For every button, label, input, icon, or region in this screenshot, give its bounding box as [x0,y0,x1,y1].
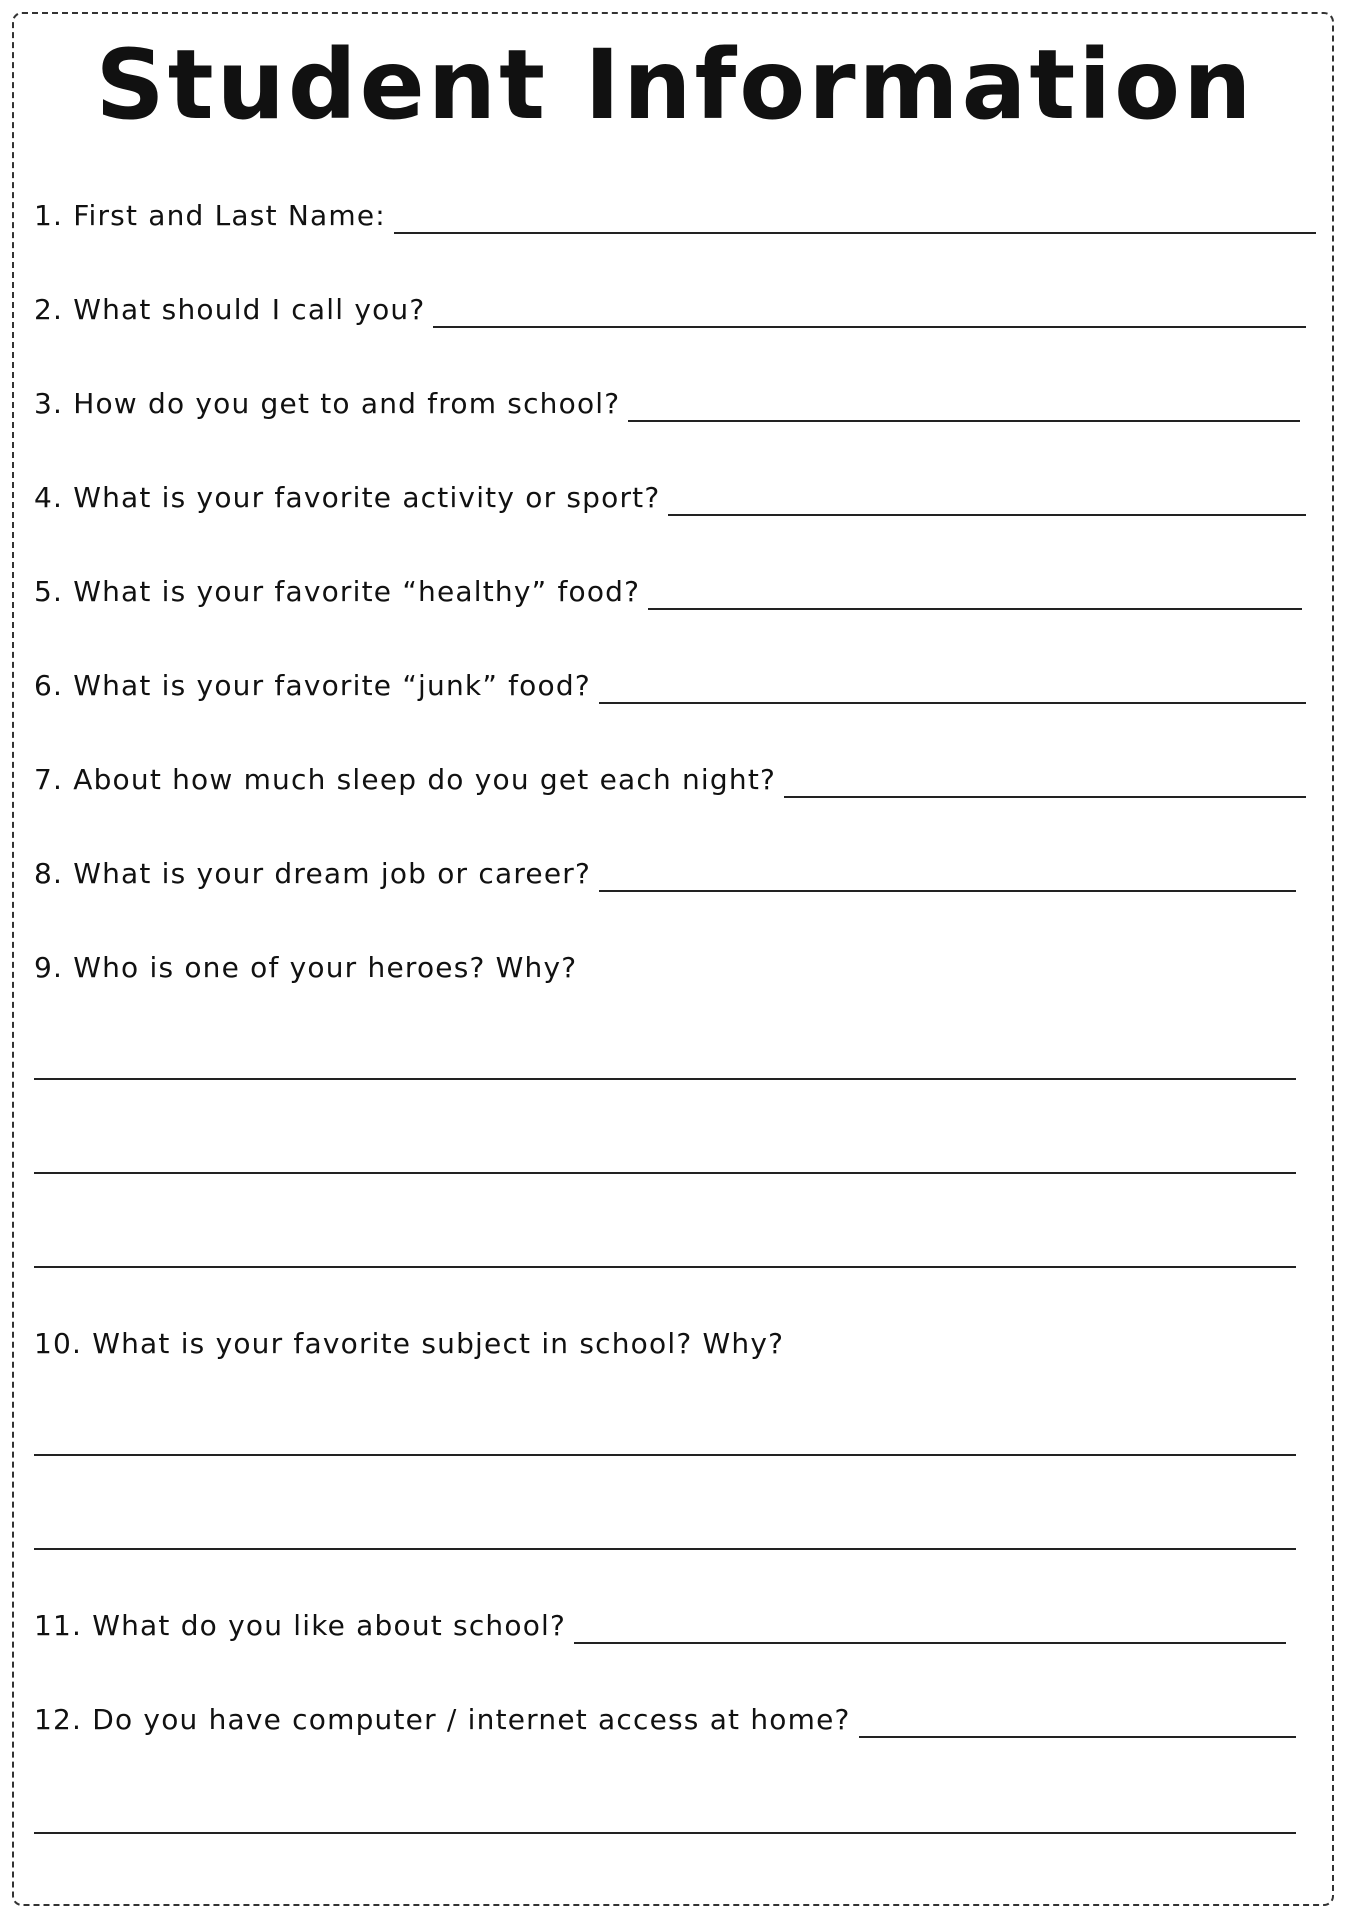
question-5-label: 5. What is your favorite “healthy” food? [34,575,641,608]
question-10 [34,1318,1296,1368]
answer-line-10a[interactable] [34,1454,1296,1456]
question-2-label: 2. What should I call you? [34,293,426,326]
question-7-label: 7. About how much sleep do you get each night? [34,763,777,796]
answer-line-1[interactable] [394,232,1316,234]
page-title: Student Information [95,29,1255,141]
answer-line-4[interactable] [668,514,1306,516]
question-8-label: 8. What is your dream job or career? [34,857,592,890]
question-6 [34,660,1306,710]
question-1-label: 1. First and Last Name: [34,199,386,232]
answer-line-8[interactable] [599,890,1296,892]
question-3-label: 3. How do you get to and from school? [34,387,621,420]
question-11 [34,1600,1286,1650]
question-4 [34,472,1306,522]
question-4-label: 4. What is your favorite activity or sport? [34,481,661,514]
answer-line-5[interactable] [648,608,1302,610]
question-8 [34,848,1296,898]
answer-line-12b[interactable] [34,1832,1296,1834]
question-6-label: 6. What is your favorite “junk” food? [34,669,591,702]
answer-line-2[interactable] [433,326,1306,328]
question-3 [34,378,1300,428]
question-5 [34,566,1302,616]
answer-line-10b[interactable] [34,1548,1296,1550]
answer-line-7[interactable] [784,796,1306,798]
question-12 [34,1694,1296,1744]
question-12-label: 12. Do you have computer / internet access at home? [34,1703,851,1736]
question-9-label: 9. Who is one of your heroes? Why? [34,951,578,984]
answer-line-6[interactable] [599,702,1306,704]
question-10-label: 10. What is your favorite subject in school? Why? [34,1327,785,1360]
question-2 [34,284,1306,334]
question-9 [34,942,1296,992]
answer-line-9a[interactable] [34,1078,1296,1080]
question-1 [34,190,1316,240]
answer-line-9c[interactable] [34,1266,1296,1268]
answer-line-3[interactable] [628,420,1300,422]
answer-line-11[interactable] [574,1642,1286,1644]
answer-line-12[interactable] [859,1736,1296,1738]
question-7 [34,754,1306,804]
answer-line-9b[interactable] [34,1172,1296,1174]
question-11-label: 11. What do you like about school? [34,1609,567,1642]
